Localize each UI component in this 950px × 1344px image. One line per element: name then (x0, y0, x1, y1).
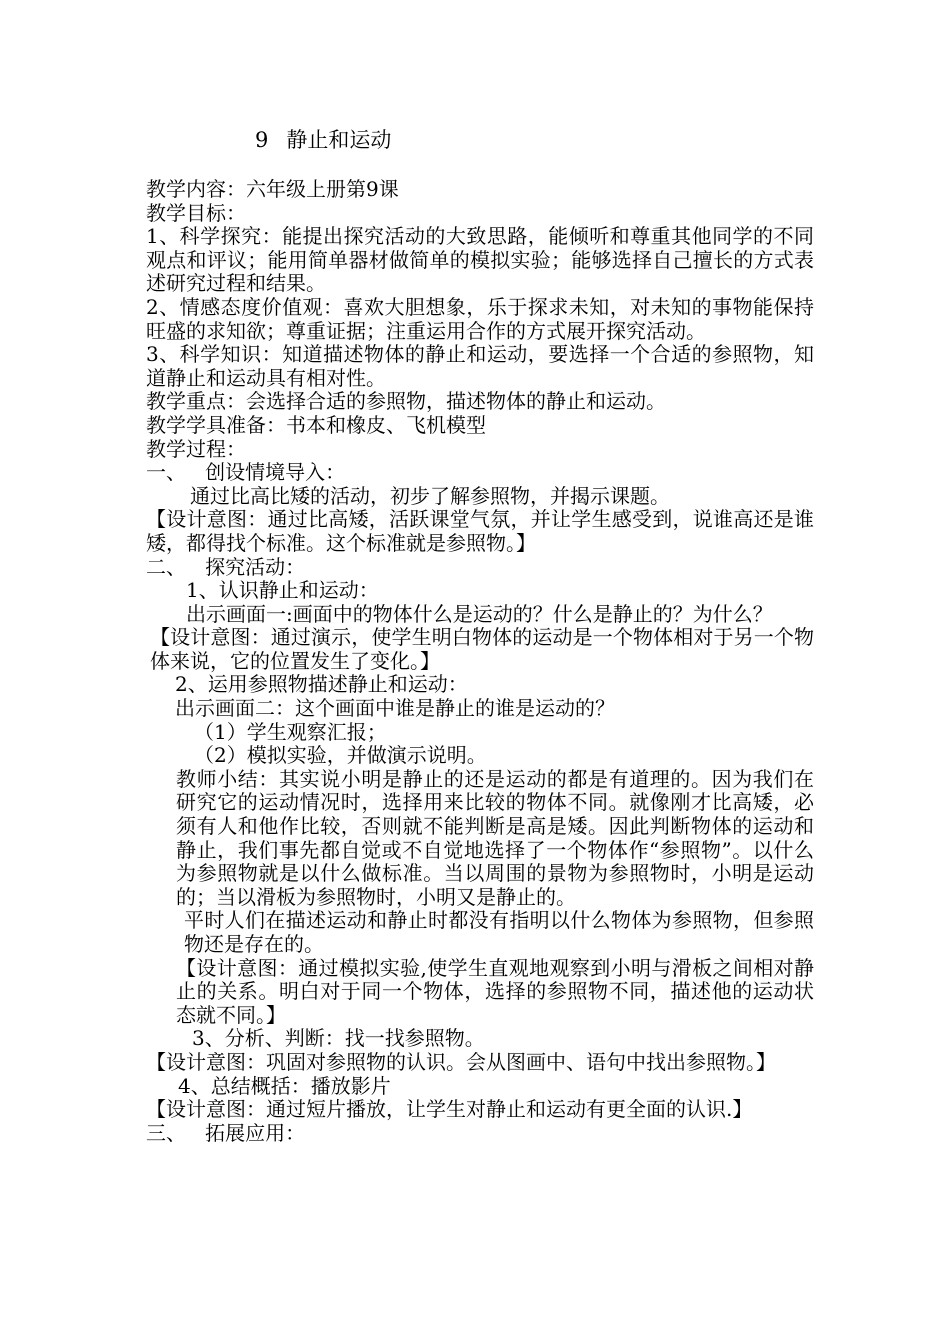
paragraph-teaching-content: 教学内容：六年级上册第9课 (146, 177, 399, 201)
subheading-1: 1、认识静止和运动： (186, 578, 379, 603)
paragraph-goal-science-inquiry: 1、科学探究：能提出探究活动的大致思路，能倾听和尊重其他同学的不同观点和评议；能用简单器材做简单的模拟实验；能够选择自己擅长的方式表述研究过程和结果。 (146, 224, 814, 296)
subheading-4: 4、总结概括：播放影片 (178, 1073, 391, 1098)
section-heading-3: 三、 拓展应用： (146, 1120, 306, 1145)
paragraph-process: 教学过程： (146, 436, 246, 461)
paragraph-design-intent-1: 【设计意图：通过比高矮，活跃课堂气氛，并让学生感受到，说谁高还是谁矮，都得找个标准。这个标准就是参照物。】 (146, 507, 814, 555)
paragraph-intro-activity: 通过比高比矮的活动，初步了解参照物，并揭示课题。 (190, 483, 670, 508)
subheading-3: 3、分析、判断：找一找参照物。 (192, 1026, 485, 1051)
document-body (146, 178, 814, 1145)
paragraph-goal-attitude: 2、情感态度价值观：喜欢大胆想象，乐于探求未知，对未知的事物能保持旺盛的求知欲；尊重证据；注重运用合作的方式展开探究活动。 (146, 294, 814, 343)
paragraph-teacher-summary: 教师小结：其实说小明是静止的还是运动的都是有道理的。因为我们在研究它的运动情况时，选择用来比较的物体不同。就像刚才比高矮，必须有人和他作比较，否则就不能判断是高是矮。因此判断物体的运动和静止，我们事先都自觉或不自觉地选择了一个物体作“参照物”。以什么为参照物就是以什么做标准。当以周围的景物为参照物时，小明是运动的；当以滑板为参照物时，小明又是静止的。 (176, 766, 814, 909)
lesson-title-text: 静止和运动 (286, 128, 392, 152)
paragraph-key-point: 教学重点：会选择合适的参照物，描述物体的静止和运动。 (146, 389, 666, 414)
section-heading-2: 二、 探究活动： (146, 554, 306, 579)
paragraph-reference-exists: 平时人们在描述运动和静止时都没有指明以什么物体为参照物，但参照物还是存在的。 (184, 908, 814, 956)
paragraph-goal-knowledge: 3、科学知识：知道描述物体的静止和运动，要选择一个合适的参照物，知道静止和运动具有相对性。 (146, 342, 814, 390)
subheading-2: 2、运用参照物描述静止和运动： (175, 672, 468, 697)
paragraph-scene-2: 出示画面二：这个画面中谁是静止的谁是运动的？ (175, 696, 615, 721)
lesson-number: 9 (255, 128, 269, 152)
paragraph-design-intent-4: 【设计意图：巩固对参照物的认识。会从图画中、语句中找出参照物。】 (146, 1049, 776, 1074)
paragraph-materials: 教学学具准备：书本和橡皮、飞机模型 (146, 412, 486, 437)
paragraph-step-1: （1）学生观察汇报； (194, 719, 387, 744)
paragraph-teaching-goals: 教学目标： (146, 200, 246, 225)
paragraph-step-2: （2）模拟实验，并做演示说明。 (194, 743, 487, 768)
lesson-title (255, 124, 391, 154)
paragraph-scene-1: 出示画面一:画面中的物体什么是运动的？什么是静止的？为什么？ (186, 601, 773, 626)
paragraph-design-intent-5: 【设计意图：通过短片播放，让学生对静止和运动有更全面的认识.】 (146, 1097, 753, 1122)
paragraph-design-intent-2: 【设计意图：通过演示，使学生明白物体的运动是一个物体相对于另一个物体来说，它的位置发生了变化。】 (150, 625, 814, 673)
paragraph-design-intent-3: 【设计意图：通过模拟实验,使学生直观地观察到小明与滑板之间相对静止的关系。明白对于同一个物体，选择的参照物不同，描述他的运动状态就不同。】 (176, 955, 814, 1027)
section-heading-1: 一、 创设情境导入： (146, 460, 346, 485)
